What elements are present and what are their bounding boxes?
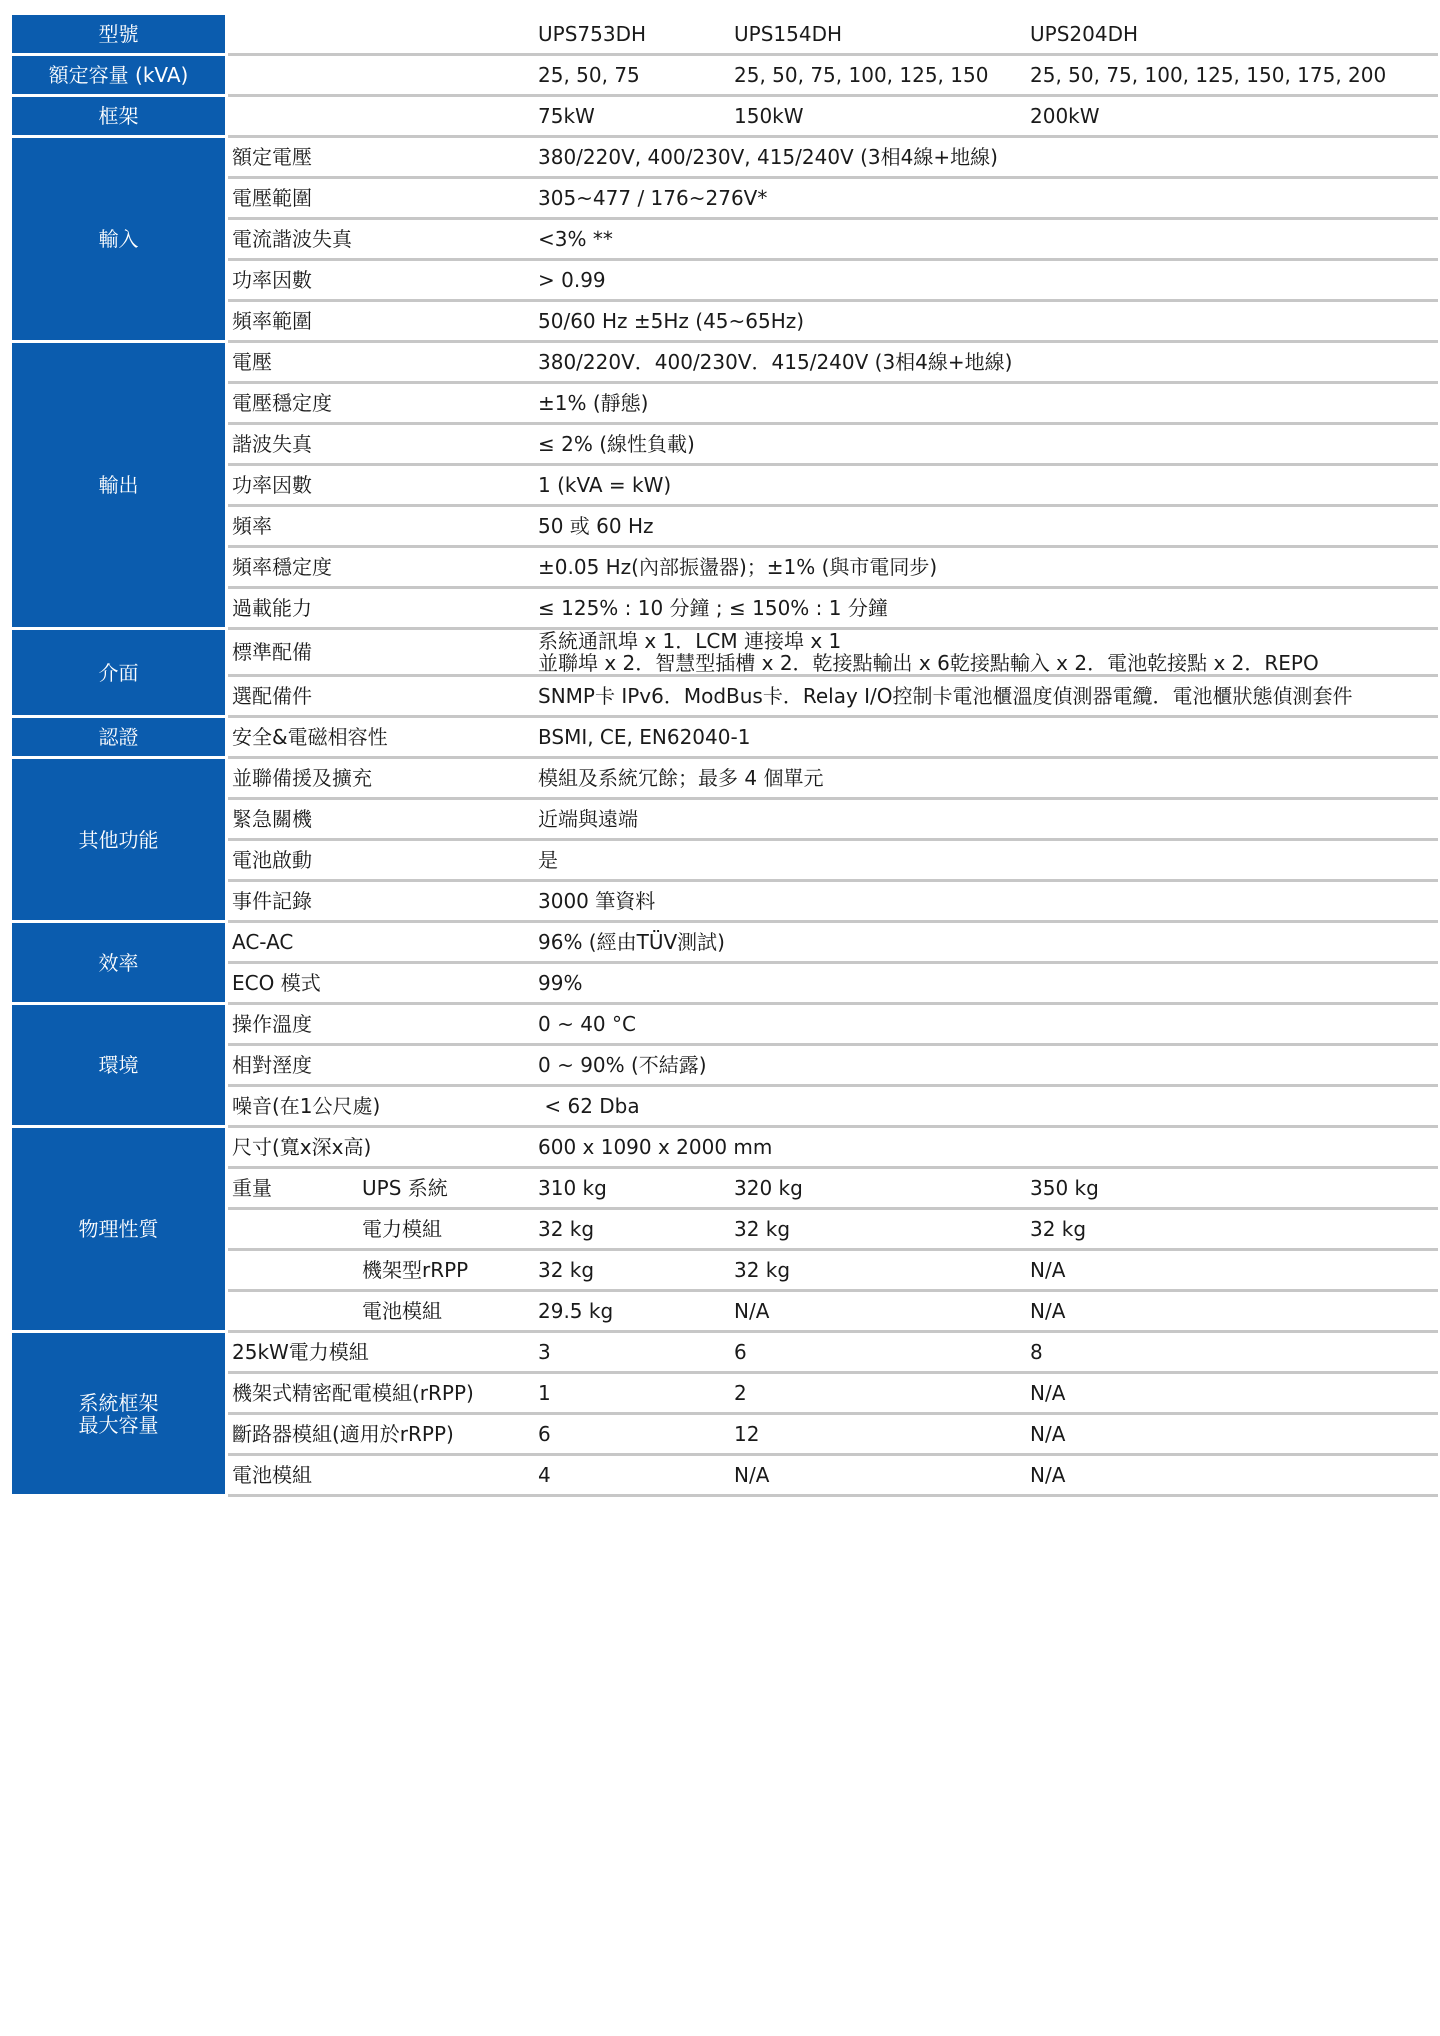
spec-value: 近端與遠端 [534, 800, 1438, 841]
spec-value: BSMI, CE, EN62040-1 [534, 718, 1438, 759]
spec-value: 600 x 1090 x 2000 mm [534, 1128, 1438, 1169]
spec-name: 諧波失真 [228, 425, 534, 466]
row-input-4 [12, 302, 1438, 343]
row-capacity-1 [12, 1374, 1438, 1415]
weight-label: 重量 [228, 1169, 358, 1210]
spec-name: 頻率 [228, 507, 534, 548]
row-environment-0 [12, 1005, 1438, 1046]
model-value-2: UPS154DH [730, 15, 1026, 56]
spec-name: ECO 模式 [228, 964, 534, 1005]
spec-name: 頻率範圍 [228, 302, 534, 343]
spec-value: 3000 筆資料 [534, 882, 1438, 923]
capacity-value-2: 25, 50, 75, 100, 125, 150 [730, 56, 1026, 97]
spec-name: 電壓 [228, 343, 534, 384]
weight-item-name: 電池模組 [358, 1292, 534, 1333]
spec-value: 99% [534, 964, 1438, 1005]
row-output-0 [12, 343, 1438, 384]
spec-value: 96% (經由TÜV測試) [534, 923, 1438, 964]
weight-value-1: 29.5 kg [534, 1292, 730, 1333]
row-other-2 [12, 841, 1438, 882]
row-physical-weight-3 [12, 1292, 1438, 1333]
spec-name: 功率因數 [228, 261, 534, 302]
frame-value-2: 150kW [730, 97, 1026, 138]
environment-section-label: 環境 [12, 1005, 225, 1128]
frame-label: 框架 [12, 97, 225, 138]
spec-name: AC-AC [228, 923, 534, 964]
spec-name: 過載能力 [228, 589, 534, 630]
spec-value: 305~477 / 176~276V* [534, 179, 1438, 220]
row-output-3 [12, 466, 1438, 507]
row-certification [12, 718, 1438, 759]
capacity-count-2: 12 [730, 1415, 1026, 1456]
spec-value: ±1% (靜態) [534, 384, 1438, 425]
spec-name: 功率因數 [228, 466, 534, 507]
spec-value: 50/60 Hz ±5Hz (45~65Hz) [534, 302, 1438, 343]
capacity-count-3: N/A [1026, 1374, 1438, 1415]
weight-item-name: UPS 系統 [358, 1169, 534, 1210]
spec-name: 緊急關機 [228, 800, 534, 841]
capacity-count-1: 1 [534, 1374, 730, 1415]
weight-value-2: 320 kg [730, 1169, 1026, 1210]
physical-section-label: 物理性質 [12, 1128, 225, 1333]
row-input-2 [12, 220, 1438, 261]
frame-value-3: 200kW [1026, 97, 1438, 138]
spec-name: 操作溫度 [228, 1005, 534, 1046]
spec-value: 模組及系統冗餘；最多 4 個單元 [534, 759, 1438, 800]
row-environment-1 [12, 1046, 1438, 1087]
spec-value: 380/220V．400/230V．415/240V (3相4線+地線) [534, 343, 1438, 384]
model-value-3: UPS204DH [1026, 15, 1438, 56]
frame-value-1: 75kW [534, 97, 730, 138]
weight-value-2: N/A [730, 1292, 1026, 1333]
spec-value: 0 ~ 40 °C [534, 1005, 1438, 1046]
capacity-value-1: 25, 50, 75 [534, 56, 730, 97]
row-output-4 [12, 507, 1438, 548]
spec-value: > 0.99 [534, 261, 1438, 302]
row-efficiency-0 [12, 923, 1438, 964]
row-physical-weight-0 [12, 1169, 1438, 1210]
spec-name: 機架式精密配電模組(rRPP) [228, 1374, 534, 1415]
other-section-label: 其他功能 [12, 759, 225, 923]
spec-name: 頻率穩定度 [228, 548, 534, 589]
spec-name: 尺寸(寬x深x高) [228, 1128, 534, 1169]
row-output-1 [12, 384, 1438, 425]
weight-item-name: 電力模組 [358, 1210, 534, 1251]
spec-value: SNMP卡 IPv6．ModBus卡．Relay I/O控制卡電池櫃溫度偵測器電纜．電池櫃狀態偵測套件 [534, 677, 1438, 718]
capacity-count-2: 2 [730, 1374, 1026, 1415]
row-environment-2 [12, 1087, 1438, 1128]
model-value-1: UPS753DH [534, 15, 730, 56]
spec-name: 相對溼度 [228, 1046, 534, 1087]
efficiency-section-label: 效率 [12, 923, 225, 1005]
weight-value-2: 32 kg [730, 1210, 1026, 1251]
spec-name: 電壓範圍 [228, 179, 534, 220]
spec-value: 1 (kVA = kW) [534, 466, 1438, 507]
max-capacity-label-line-1: 系統框架 [78, 1390, 159, 1415]
spec-value: 50 或 60 Hz [534, 507, 1438, 548]
row-physical-weight-1 [12, 1210, 1438, 1251]
spec-name: 選配備件 [228, 677, 534, 718]
spec-value: 是 [534, 841, 1438, 882]
weight-value-3: N/A [1026, 1292, 1438, 1333]
capacity-label: 額定容量 (kVA) [12, 56, 225, 97]
spec-value: 380/220V, 400/230V, 415/240V (3相4線+地線) [534, 138, 1438, 179]
certification-section-label: 認證 [12, 718, 225, 759]
row-frame [12, 97, 1438, 138]
capacity-count-3: N/A [1026, 1456, 1438, 1497]
spec-table [12, 15, 1438, 1497]
weight-value-1: 32 kg [534, 1251, 730, 1292]
spec-name: 電池啟動 [228, 841, 534, 882]
row-physical-weight-2 [12, 1251, 1438, 1292]
spec-value: <3% ** [534, 220, 1438, 261]
row-input-1 [12, 179, 1438, 220]
row-interface-standard [12, 630, 1438, 677]
output-section-label: 輸出 [12, 343, 225, 630]
row-interface-optional [12, 677, 1438, 718]
weight-item-name: 機架型rRPP [358, 1251, 534, 1292]
spec-name: 並聯備援及擴充 [228, 759, 534, 800]
row-output-6 [12, 589, 1438, 630]
spec-name: 額定電壓 [228, 138, 534, 179]
spec-value: ≤ 2% (線性負載) [534, 425, 1438, 466]
spec-value: ≤ 125% : 10 分鐘 ; ≤ 150% : 1 分鐘 [534, 589, 1438, 630]
row-capacity-2 [12, 1415, 1438, 1456]
capacity-count-1: 3 [534, 1333, 730, 1374]
row-output-5 [12, 548, 1438, 589]
max-capacity-label-line-2: 最大容量 [78, 1412, 159, 1437]
row-other-1 [12, 800, 1438, 841]
row-other-3 [12, 882, 1438, 923]
spec-value: 0 ~ 90% (不結露) [534, 1046, 1438, 1087]
spec-value: ±0.05 Hz(內部振盪器)；±1% (與市電同步) [534, 548, 1438, 589]
capacity-count-3: 8 [1026, 1333, 1438, 1374]
standard-line-1: 系統通訊埠 x 1．LCM 連接埠 x 1 [538, 630, 842, 653]
row-input-0 [12, 138, 1438, 179]
weight-value-1: 32 kg [534, 1210, 730, 1251]
spec-name: 電池模組 [228, 1456, 534, 1497]
spec-value [534, 630, 1438, 677]
weight-value-3: 350 kg [1026, 1169, 1438, 1210]
spec-name: 噪音(在1公尺處) [228, 1087, 534, 1128]
spec-name: 斷路器模組(適用於rRPP) [228, 1415, 534, 1456]
spec-name: 安全&電磁相容性 [228, 718, 534, 759]
weight-value-3: N/A [1026, 1251, 1438, 1292]
weight-value-1: 310 kg [534, 1169, 730, 1210]
capacity-count-2: N/A [730, 1456, 1026, 1497]
capacity-count-1: 6 [534, 1415, 730, 1456]
row-capacity-0 [12, 1333, 1438, 1374]
row-model [12, 15, 1438, 56]
row-efficiency-1 [12, 964, 1438, 1005]
spec-sheet [12, 15, 1438, 1497]
spec-name: 標準配備 [228, 630, 534, 677]
spec-name: 25kW電力模組 [228, 1333, 534, 1374]
input-section-label: 輸入 [12, 138, 225, 343]
capacity-count-3: N/A [1026, 1415, 1438, 1456]
spec-name: 電流諧波失真 [228, 220, 534, 261]
capacity-count-2: 6 [730, 1333, 1026, 1374]
weight-value-3: 32 kg [1026, 1210, 1438, 1251]
spec-name: 事件記錄 [228, 882, 534, 923]
spec-name: 電壓穩定度 [228, 384, 534, 425]
spec-value: < 62 Dba [534, 1087, 1438, 1128]
row-input-3 [12, 261, 1438, 302]
capacity-value-3: 25, 50, 75, 100, 125, 150, 175, 200 [1026, 56, 1438, 97]
row-output-2 [12, 425, 1438, 466]
row-capacity-3 [12, 1456, 1438, 1497]
interface-section-label: 介面 [12, 630, 225, 718]
standard-line-2: 並聯埠 x 2．智慧型插槽 x 2．乾接點輸出 x 6乾接點輸入 x 2．電池乾接點 x 2．REPO [538, 651, 1319, 675]
weight-value-2: 32 kg [730, 1251, 1026, 1292]
max-capacity-section-label [12, 1333, 225, 1497]
row-capacity [12, 56, 1438, 97]
row-other-0 [12, 759, 1438, 800]
capacity-count-1: 4 [534, 1456, 730, 1497]
row-physical-size [12, 1128, 1438, 1169]
model-label: 型號 [12, 15, 225, 56]
